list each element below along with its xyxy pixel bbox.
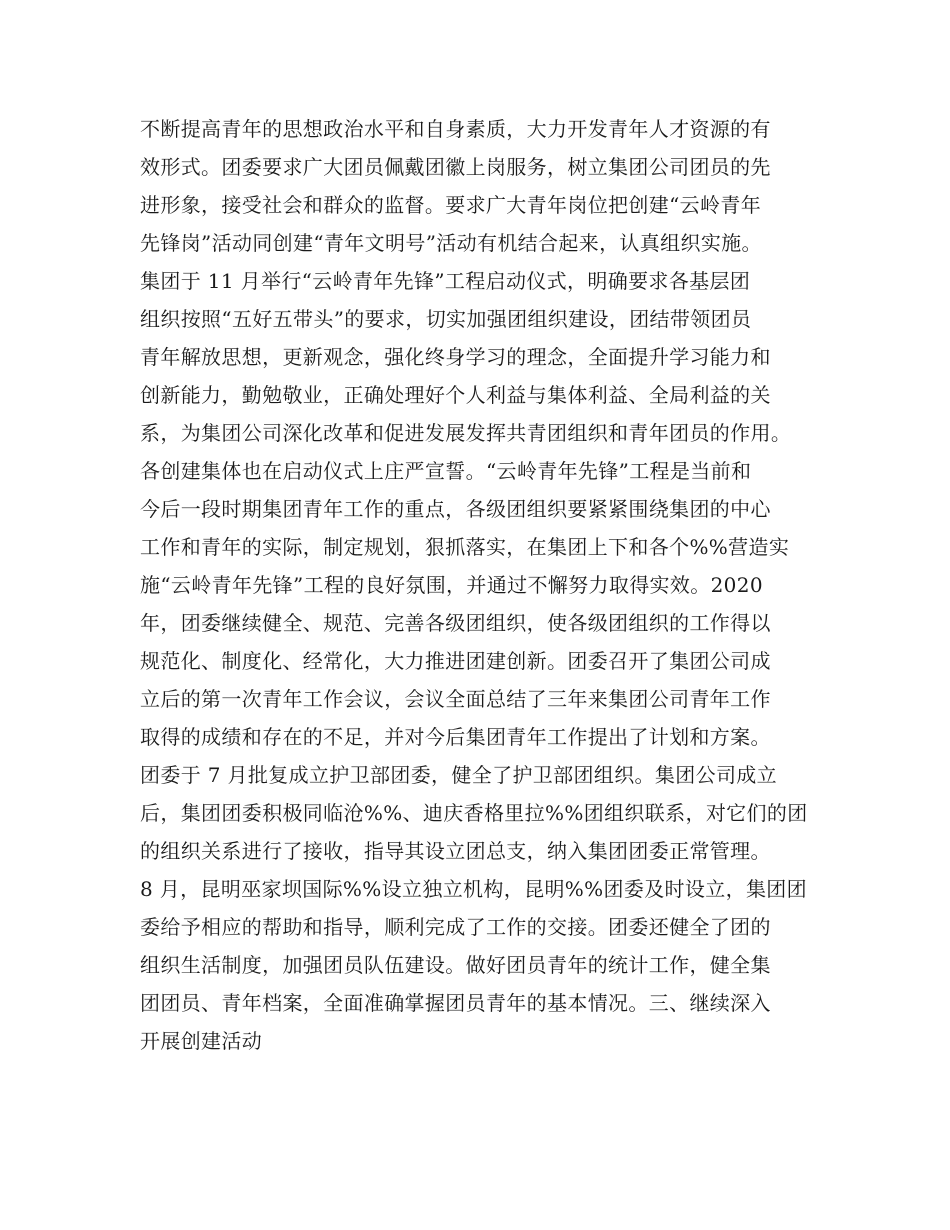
text-line-16: 立后的第一次青年工作会议，会议全面总结了三年来集团公司青年工作 xyxy=(140,687,771,711)
text-line-10: 各创建集体也在启动仪式上庄严宣誓。“云岭青年先锋”工程是当前和 xyxy=(140,459,752,483)
text-line-7: 青年解放思想，更新观念，强化终身学习的理念，全面提升学习能力和 xyxy=(140,345,771,369)
text-line-6: 组织按照“五好五带头”的要求，切实加强团组织建设，团结带领团员 xyxy=(140,307,752,331)
text-line-3: 进形象，接受社会和群众的监督。要求广大青年岗位把创建“云岭青年 xyxy=(140,193,762,217)
text-line-24: 团团员、青年档案，全面准确掌握团员青年的基本情况。三、继续深入 xyxy=(140,991,771,1015)
text-line-4: 先锋岗”活动同创建“青年文明号”活动有机结合起来，认真组织实施。 xyxy=(140,231,762,255)
text-line-2: 效形式。团委要求广大团员佩戴团徽上岗服务，树立集团公司团员的先 xyxy=(140,155,771,179)
text-line-22: 委给予相应的帮助和指导，顺利完成了工作的交接。团委还健全了团的 xyxy=(140,915,771,939)
text-line-15: 规范化、制度化、经常化，大力推进团建创新。团委召开了集团公司成 xyxy=(140,649,771,673)
text-line-5: 集团于 11 月举行“云岭青年先锋”工程启动仪式，明确要求各基层团 xyxy=(140,269,751,293)
body-text xyxy=(140,110,840,1060)
text-line-14: 年，团委继续健全、规范、完善各级团组织，使各级团组织的工作得以 xyxy=(140,611,771,635)
text-line-11: 今后一段时期集团青年工作的重点，各级团组织要紧紧围绕集团的中心 xyxy=(140,497,771,521)
text-line-18: 团委于 7 月批复成立护卫部团委，健全了护卫部团组织。集团公司成立 xyxy=(140,763,777,787)
text-line-21: 8 月，昆明巫家坝国际%%设立独立机构，昆明%%团委及时设立，集团团 xyxy=(140,877,807,901)
text-line-20: 的组织关系进行了接收，指导其设立团总支，纳入集团团委正常管理。 xyxy=(140,839,771,863)
text-line-17: 取得的成绩和存在的不足，并对今后集团青年工作提出了计划和方案。 xyxy=(140,725,771,749)
text-line-23: 组织生活制度，加强团员队伍建设。做好团员青年的统计工作，健全集 xyxy=(140,953,771,977)
text-line-1: 不断提高青年的思想政治水平和自身素质，大力开发青年人才资源的有 xyxy=(140,117,771,141)
text-line-19: 后，集团团委积极同临沧%%、迪庆香格里拉%%团组织联系，对它们的团 xyxy=(140,801,808,825)
text-line-13: 施“云岭青年先锋”工程的良好氛围，并通过不懈努力取得实效。2020 xyxy=(140,573,763,597)
text-line-9: 系，为集团公司深化改革和促进发展发挥共青团组织和青年团员的作用。 xyxy=(140,421,792,445)
text-line-12: 工作和青年的实际，制定规划，狠抓落实，在集团上下和各个%%营造实 xyxy=(140,535,790,559)
text-line-8: 创新能力，勤勉敬业，正确处理好个人利益与集体利益、全局利益的关 xyxy=(140,383,771,407)
text-line-25: 开展创建活动 xyxy=(140,1029,263,1053)
